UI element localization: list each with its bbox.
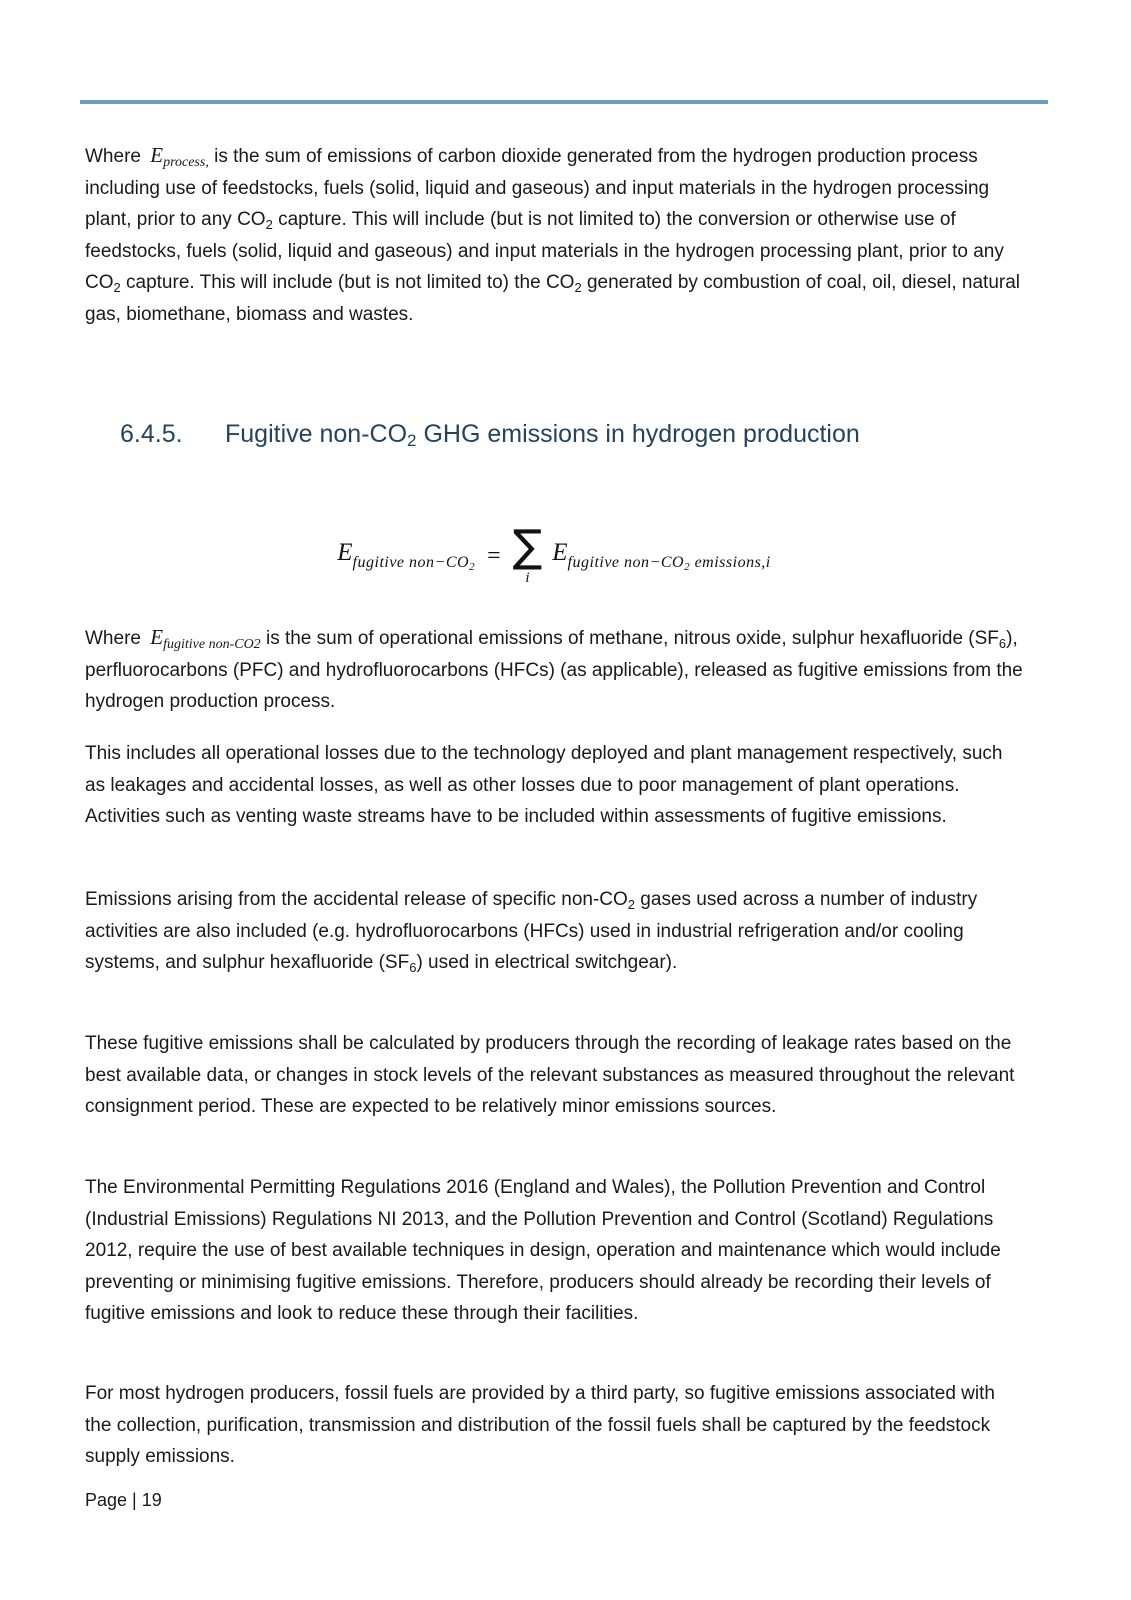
equation-rhs-subscript: fugitive non−CO [567,554,685,571]
equation-lhs-subsubscript: 2 [469,561,476,573]
paragraph-leakage-rates [85,1028,1023,1123]
text-run: 2 [265,217,273,232]
text-run: generated by combustion of coal, oil, diesel, natural gas, biomethane, biomass and wastes. [85,272,1021,325]
equation-fugitive-nonco2 [85,512,1023,600]
text-run: Emissions arising from the accidental release of specific non-CO [85,889,628,910]
text-run: E [150,625,164,649]
text-run: This includes all operational losses due to the technology deployed and plant management respectively, such as leakages and accidental losses, as well as other losses due to poor management of plant operations. Activities such as venting waste streams have to be included within assessments of fugitive emissions. [85,743,1003,827]
text-run: E [150,143,164,167]
paragraph-regulations [85,1172,1023,1330]
text-run: is the sum of emissions of carbon dioxide generated from the hydrogen production process including use of feedstocks, fuels (solid, liquid and gaseous) and input materials in the hydrogen processing plant, prior to any CO [85,146,990,230]
equals-sign: = [487,542,501,569]
text-run: 2 [113,280,121,295]
text-run: ) used in electrical switchgear). [416,952,678,973]
equation-rhs-subsubscript: 2 [684,561,691,573]
summation-index: i [525,569,530,586]
section-number: 6.4.5. [120,420,183,448]
text-run: 6 [998,636,1007,651]
text-run: Fugitive non-CO [225,420,408,448]
text-run: capture. This will include (but is not limited to) the CO [120,272,575,293]
equation-lhs-subscript: fugitive non−CO [352,554,470,571]
text-run: gases used across a number of industry activities are also included (e.g. hydrofluorocarbons (HFCs) used in industrial refrigeration and/or cooling systems, and sulphur hexafluoride (SF [85,889,978,973]
text-run: Where [85,146,147,167]
section-heading [120,420,860,449]
paragraph-where-eprocess [85,140,1023,330]
text-run: These fugitive emissions shall be calculated by producers through the recording of leakage rates based on the best available data, or changes in stock levels of the relevant substances as measured throughout the relevant consignment period. These are expected to be relatively minor emissions sources. [85,1033,1015,1117]
text-run: capture. This will include (but is not limited to) the conversion or otherwise use of feedstocks, fuels (solid, liquid and gaseous) and input materials in the hydrogen processing plant, prior to any CO [85,209,1004,293]
paragraph-third-party-fuels [85,1378,1023,1473]
header-rule [80,100,1048,104]
paragraph-where-efugitive [85,622,1023,718]
text-run: is the sum of operational emissions of methane, nitrous oxide, sulphur hexafluoride (SF [260,628,999,649]
sigma-symbol: ∑ [512,521,543,573]
text-run: fugitive non-CO2 [163,637,261,652]
text-run: Where [85,628,147,649]
equation-lhs [337,539,475,573]
equation-lhs-variable: E [337,539,353,566]
page-number: Page | 19 [85,1490,162,1510]
text-run: 2 [574,280,582,295]
text-run: For most hydrogen producers, fossil fuels are provided by a third party, so fugitive emissions associated with the collection, purification, transmission and distribution of the fossil fuels shall be captured by the feedstock supply emissions. [85,1383,995,1467]
text-run: 2 [627,897,636,912]
text-run: GHG emissions in hydrogen production [416,420,860,448]
text-run: process, [163,155,209,170]
text-run: 2 [407,431,417,450]
text-run: ), perfluorocarbons (PFC) and hydrofluorocarbons (HFCs) (as applicable), released as fugitive emissions from the hydrogen production process. [85,628,1023,712]
equation-rhs-subscript-tail: emissions,i [690,554,771,571]
section-title [225,420,860,448]
summation [512,521,543,586]
text-run: 6 [409,960,417,975]
equation-rhs [552,539,770,573]
paragraph-accidental-release [85,884,1023,979]
text-run: The Environmental Permitting Regulations 2016 (England and Wales), the Pollution Prevention and Control (Industrial Emissions) Regulations NI 2013, and the Pollution Prevention and Control (Scotland) Regulations 2012, require the use of best available techniques in design, operation and maintenance which would include preventing or minimising fugitive emissions. Therefore, producers should already be recording their levels of fugitive emissions and look to reduce these through their facilities. [85,1177,1001,1324]
equation-rhs-variable: E [552,539,568,566]
paragraph-operational-losses [85,738,1023,833]
